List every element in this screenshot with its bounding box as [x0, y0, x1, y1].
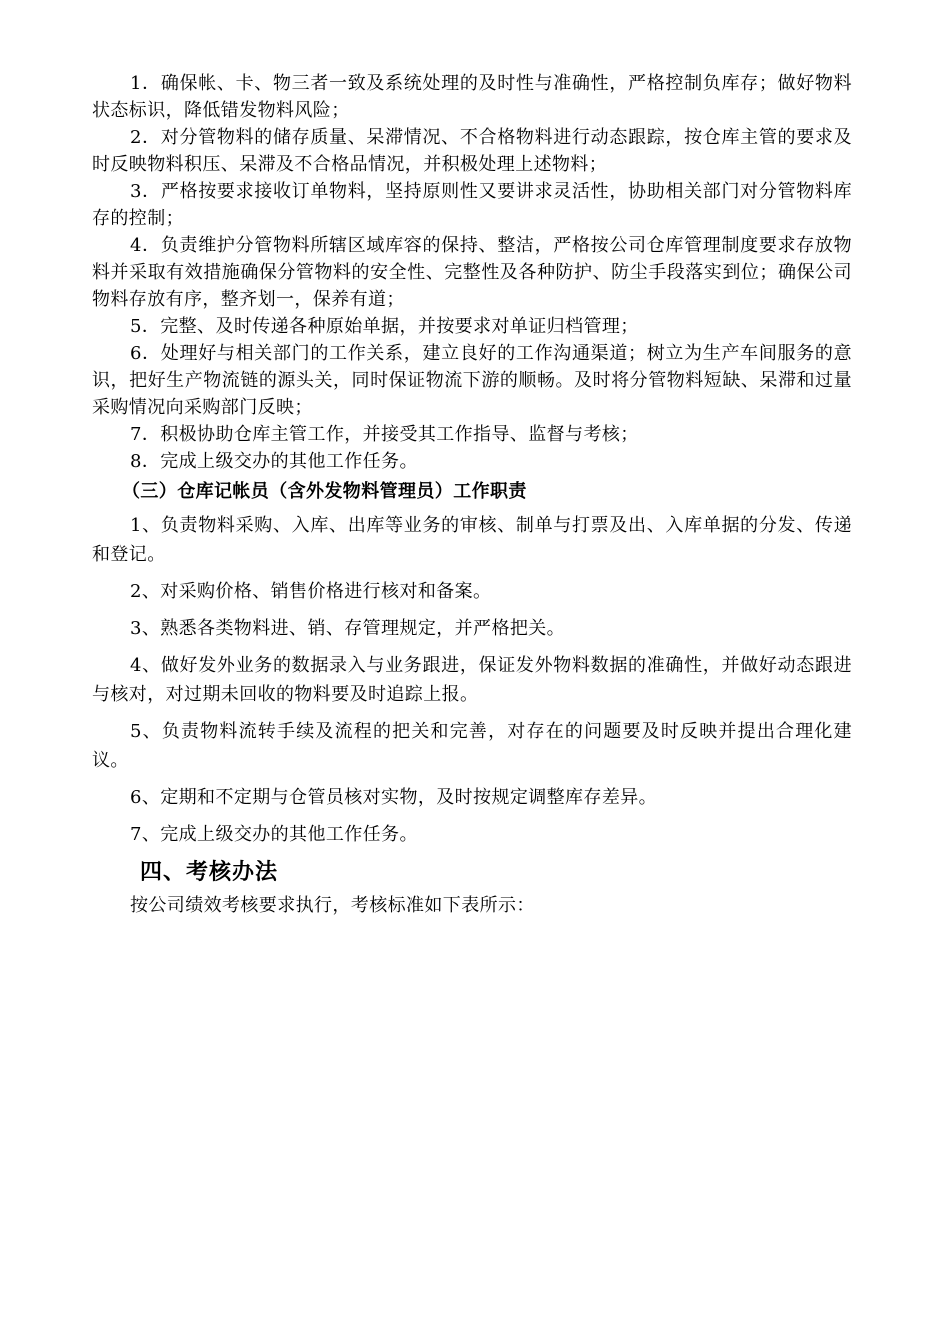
bookkeeper-item-4: 4、做好发外业务的数据录入与业务跟进，保证发外物料数据的准确性，并做好动态跟进与核对，对过期未回收的物料要及时追踪上报。 — [92, 655, 852, 705]
duty-item-2: 2．对分管物料的储存质量、呆滞情况、不合格物料进行动态跟踪，按仓库主管的要求及时反映物料积压、呆滞及不合格品情况，并积极处理上述物料； — [92, 127, 852, 175]
duty-item-8: 8．完成上级交办的其他工作任务。 — [130, 451, 418, 472]
bookkeeper-duties — [92, 511, 852, 849]
bookkeeper-item-5: 5、负责物料流转手续及流程的把关和完善，对存在的问题要及时反映并提出合理化建议。 — [92, 721, 852, 771]
duty-item-1: 1．确保帐、卡、物三者一致及系统处理的及时性与准确性，严格控制负库存；做好物料状态标识，降低错发物料风险； — [92, 73, 852, 121]
bookkeeper-item-2: 2、对采购价格、销售价格进行核对和备案。 — [130, 581, 492, 602]
duty-item-4: 4．负责维护分管物料所辖区域库容的保持、整洁，严格按公司仓库管理制度要求存放物料并采取有效措施确保分管物料的安全性、完整性及各种防护、防尘手段落实到位；确保公司物料存放有序，整齐划一，保养有道； — [92, 235, 852, 310]
duty-item-7: 7．积极协助仓库主管工作，并接受其工作指导、监督与考核； — [130, 424, 639, 445]
bookkeeper-item-6: 6、定期和不定期与仓管员核对实物，及时按规定调整库存差异。 — [130, 787, 658, 808]
document-page — [92, 70, 852, 923]
assessment-heading: 四、考核办法 — [140, 860, 279, 885]
duty-item-5: 5．完整、及时传递各种原始单据，并按要求对单证归档管理； — [130, 316, 639, 337]
duty-item-6: 6．处理好与相关部门的工作关系，建立良好的工作沟通渠道；树立为生产车间服务的意识，把好生产物流链的源头关，同时保证物流下游的顺畅。及时将分管物料短缺、呆滞和过量采购情况向采购部门反映； — [92, 343, 852, 418]
assessment-text: 按公司绩效考核要求执行，考核标准如下表所示： — [130, 895, 535, 916]
bookkeeper-item-1: 1、负责物料采购、入库、出库等业务的审核、制单与打票及出、入库单据的分发、传递和登记。 — [92, 515, 852, 565]
duty-item-3: 3．严格按要求接收订单物料，坚持原则性又要讲求灵活性，协助相关部门对分管物料库存的控制； — [92, 181, 852, 229]
bookkeeper-item-7: 7、完成上级交办的其他工作任务。 — [130, 824, 418, 845]
bookkeeper-duties-heading: （三）仓库记帐员（含外发物料管理员）工作职责 — [122, 481, 527, 502]
warehouse-keeper-duties — [92, 70, 852, 475]
bookkeeper-item-3: 3、熟悉各类物料进、销、存管理规定，并严格把关。 — [130, 618, 566, 639]
